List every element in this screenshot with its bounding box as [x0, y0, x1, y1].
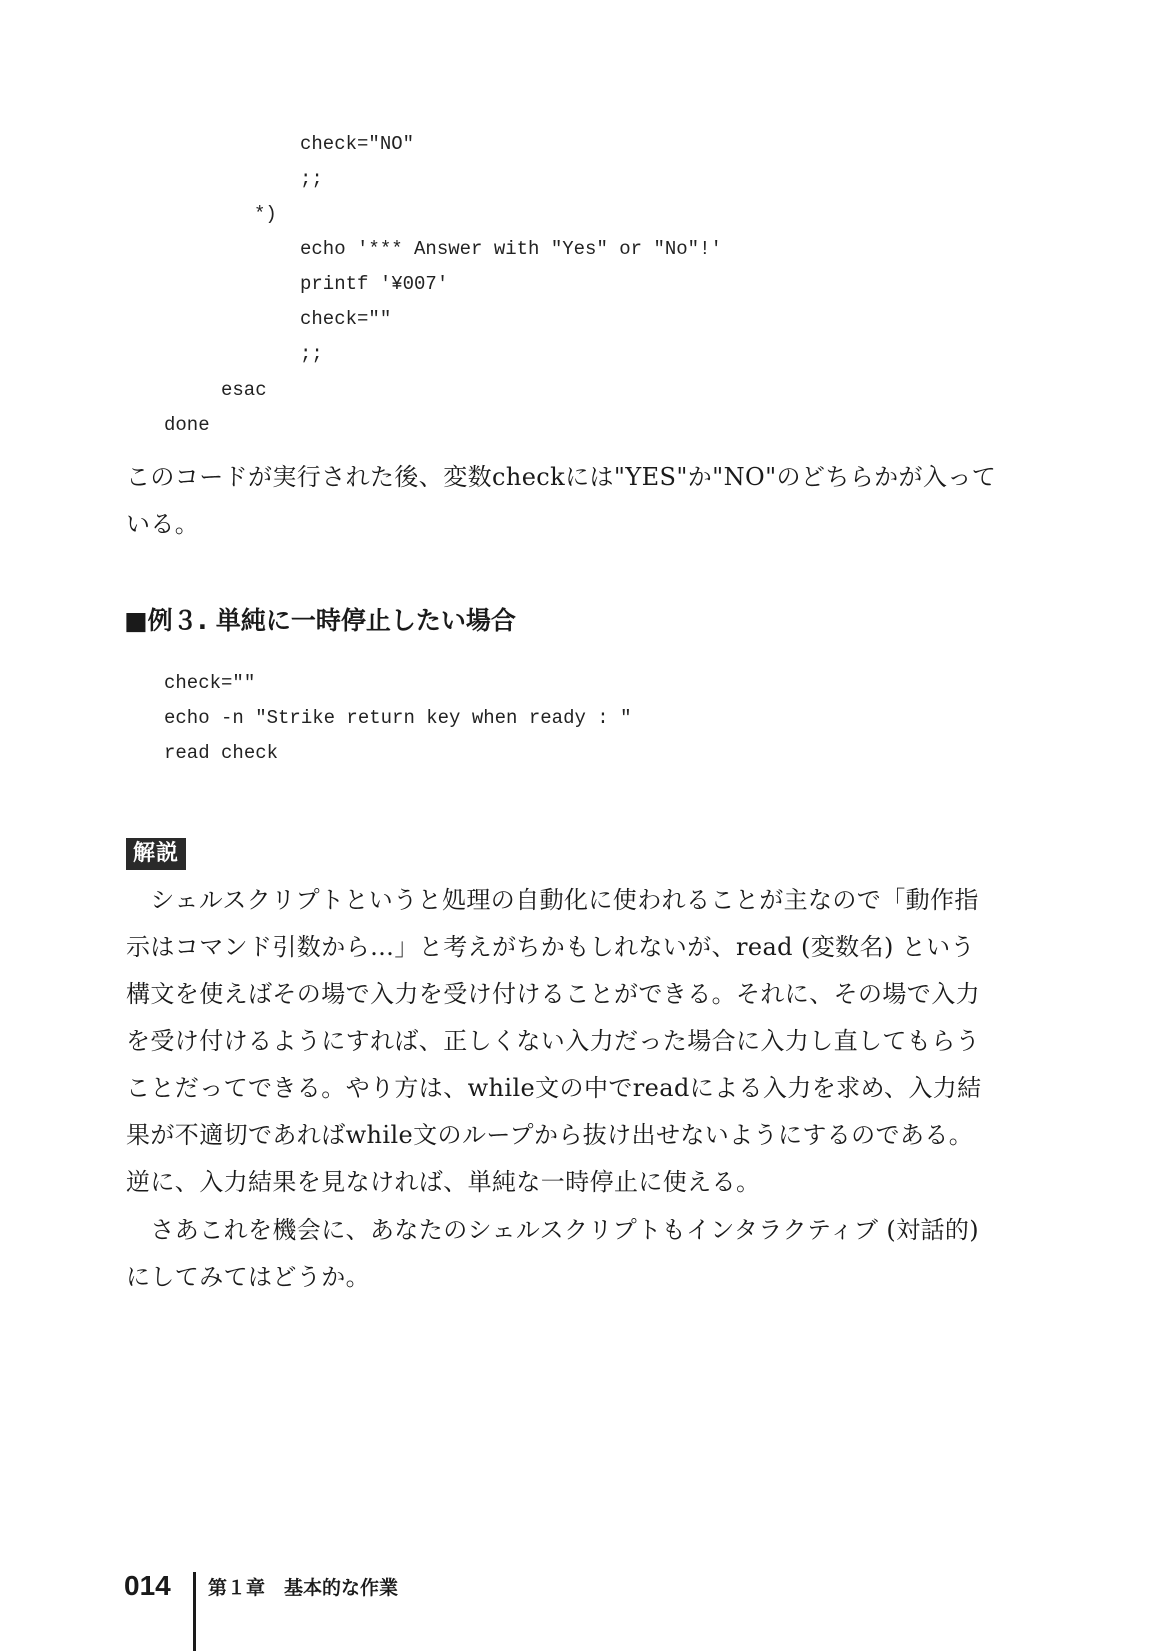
- body-text-line: ことだってできる。やり方は、while文の中でreadによる入力を求め、入力結: [126, 1074, 982, 1102]
- code-line: printf '¥007': [300, 273, 449, 295]
- kaisetsu-label: 解説: [126, 838, 186, 870]
- body-text-line: 逆に、入力結果を見なければ、単純な一時停止に使える。: [126, 1168, 761, 1196]
- body-text-line: さあこれを機会に、あなたのシェルスクリプトもインタラクティブ (対話的): [126, 1216, 980, 1244]
- footer-divider: [193, 1572, 196, 1651]
- chapter-title: 第１章 基本的な作業: [208, 1577, 399, 1599]
- code-line: *): [254, 203, 277, 225]
- body-text-line: 果が不適切であればwhile文のループから抜け出せないようにするのである。: [126, 1121, 974, 1149]
- body-text-line: にしてみてはどうか。: [126, 1263, 370, 1291]
- body-text-line: 構文を使えばその場で入力を受け付けることができる。それに、その場で入力: [126, 980, 980, 1008]
- code-line: read check: [164, 742, 279, 764]
- body-text-line: このコードが実行された後、変数checkには"YES"か"NO"のどちらかが入って: [126, 463, 997, 491]
- body-text-line: 示はコマンド引数から…」と考えがちかもしれないが、read (変数名) という: [126, 933, 975, 961]
- code-line: check="": [300, 308, 392, 330]
- code-line: done: [164, 414, 210, 436]
- code-line: check="": [164, 672, 256, 694]
- body-text-line: を受け付けるようにすれば、正しくない入力だった場合に入力し直してもらう: [126, 1027, 980, 1055]
- code-line: echo '*** Answer with "Yes" or "No"!': [300, 238, 722, 260]
- body-text-line: いる。: [126, 510, 200, 538]
- code-line: echo -n "Strike return key when ready : ": [164, 707, 632, 729]
- page-number: 014: [124, 1570, 171, 1601]
- section-heading: ■例３. 単純に一時停止したい場合: [124, 606, 516, 635]
- code-line: check="NO": [300, 133, 415, 155]
- body-text-line: シェルスクリプトというと処理の自動化に使われることが主なので「動作指: [126, 886, 979, 914]
- code-line: esac: [221, 379, 267, 401]
- code-line: ;;: [300, 343, 323, 365]
- code-line: ;;: [300, 168, 323, 190]
